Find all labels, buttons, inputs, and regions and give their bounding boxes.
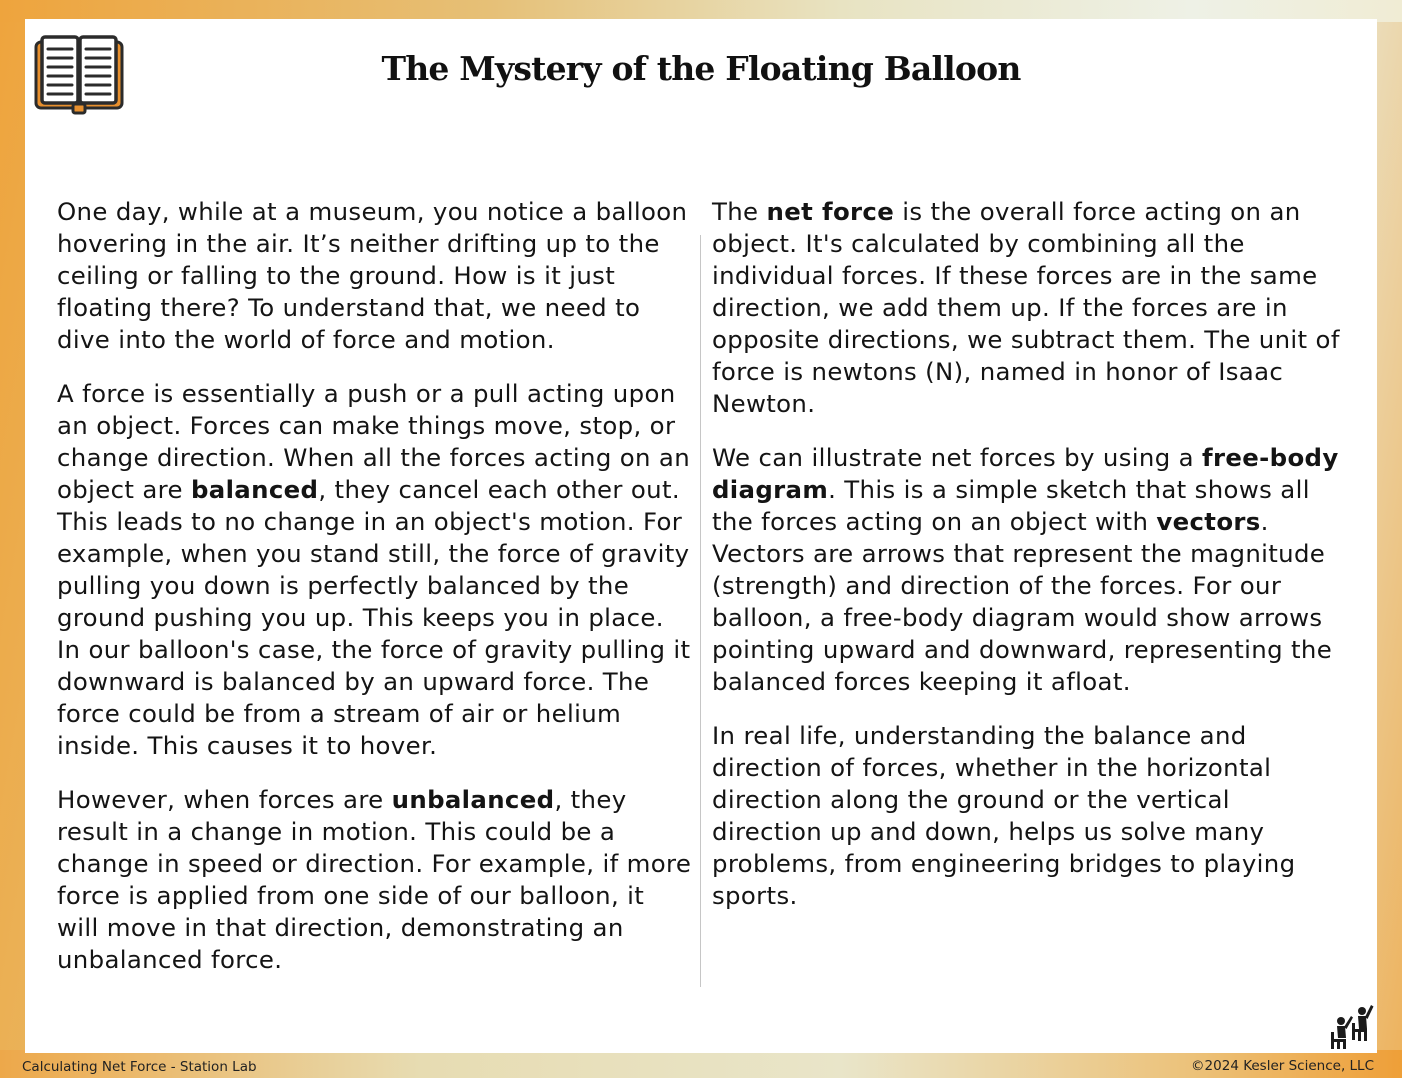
paragraph-text: , they result in a change in motion. This could be a change in speed or direction. For example, if more force is applied from one side of our balloon, it will move in that direction, demonstrating an unbalanced force. <box>57 785 692 974</box>
paragraph-text: . Vectors are arrows that represent the magnitude (strength) and direction of the forces. For our balloon, a free-body diagram would show arrows pointing upward and downward, representing the balanced forces keeping it afloat. <box>712 507 1333 696</box>
term-vectors: vectors <box>1156 507 1261 536</box>
paragraph-floating-balloon <box>57 196 693 356</box>
footer-copyright: ©2024 Kesler Science, LLC <box>1191 1058 1374 1074</box>
paragraph-unbalanced-forces <box>57 784 693 976</box>
paragraph-balanced-forces <box>57 378 693 762</box>
page-sheet <box>25 19 1377 1053</box>
paragraph-text: A force is essentially a push or a pull acting upon an object. Forces can make things move, stop, or change direction. When all the forces acting on an object are <box>57 379 691 504</box>
paragraph-text: is the overall force acting on an object. It's calculated by combining all the individual forces. If these forces are in the same direction, we add them up. If the forces are in opposite directions, we subtract them. The unit of force is newtons (N), named in honor of Isaac Newton. <box>712 197 1340 418</box>
term-net-force: net force <box>766 197 895 226</box>
students-raising-hands-icon <box>1327 1002 1377 1050</box>
term-free-body-diagram: free-body diagram <box>712 443 1339 504</box>
paragraph-text: . This is a simple sketch that shows all the forces acting on an object with <box>712 475 1310 536</box>
paragraph-text: One day, while at a museum, you notice a balloon hovering in the air. It’s neither drifting up to the ceiling or falling to the ground. How is it just floating there? To understand that, we need to dive into the world of force and motion. <box>57 197 688 354</box>
paragraph-text: We can illustrate net forces by using a <box>712 443 1203 472</box>
right-column <box>712 196 1348 934</box>
paragraph-net-force <box>712 196 1348 420</box>
term-unbalanced: unbalanced <box>391 785 555 814</box>
paragraph-text: , they cancel each other out. This leads to no change in an object's motion. For example, when you stand still, the force of gravity pulling you down is perfectly balanced by the ground pushing you up. This keeps you in place. In our balloon's case, the force of gravity pulling it downward is balanced by an upward force. The force could be from a stream of air or helium inside. This causes it to hover. <box>57 475 691 760</box>
paragraph-real-life <box>712 720 1348 912</box>
page-title: The Mystery of the Floating Balloon <box>381 49 1021 88</box>
paragraph-text: The <box>712 197 767 226</box>
column-divider <box>700 235 701 987</box>
paragraph-text: However, when forces are <box>57 785 392 814</box>
term-balanced: balanced <box>190 475 319 504</box>
left-column <box>57 196 693 998</box>
paragraph-free-body-diagram <box>712 442 1348 698</box>
footer-course-label: Calculating Net Force - Station Lab <box>22 1059 257 1075</box>
paragraph-text: In real life, understanding the balance and direction of forces, whether in the horizontal direction along the ground or the vertical direction up and down, helps us solve many problems, from engineering bridges to playing sports. <box>712 721 1296 910</box>
